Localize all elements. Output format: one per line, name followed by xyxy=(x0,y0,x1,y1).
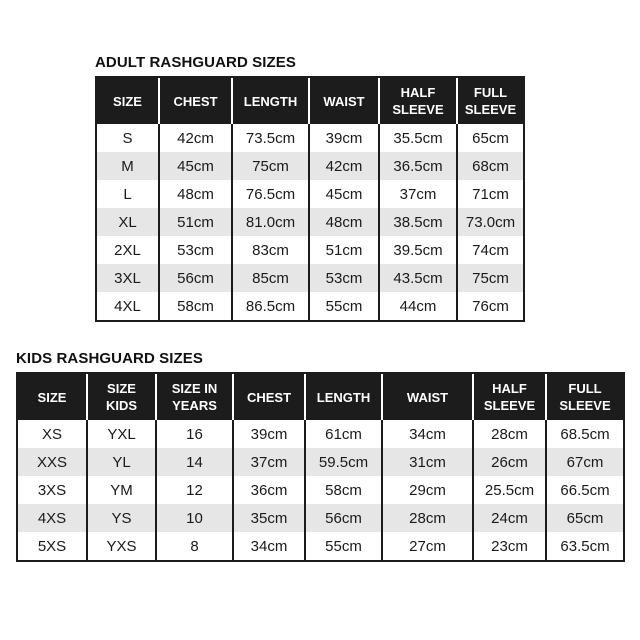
kids-table-cell: YXL xyxy=(88,420,157,448)
adult-table-cell: 65cm xyxy=(458,124,523,152)
kids-table-cell: 59.5cm xyxy=(306,448,383,476)
kids-table-cell: 58cm xyxy=(306,476,383,504)
kids-table-cell: 39cm xyxy=(234,420,306,448)
kids-table-cell: 28cm xyxy=(474,420,547,448)
adult-header-size: SIZE xyxy=(97,78,160,124)
adult-table-cell: 53cm xyxy=(160,236,233,264)
kids-table-row xyxy=(18,448,623,476)
kids-table-cell: 28cm xyxy=(383,504,474,532)
kids-table-cell: 37cm xyxy=(234,448,306,476)
kids-table-cell: 61cm xyxy=(306,420,383,448)
adult-table-cell: 48cm xyxy=(160,180,233,208)
adult-table-cell: 53cm xyxy=(310,264,380,292)
kids-table-cell: 24cm xyxy=(474,504,547,532)
adult-header-waist: WAIST xyxy=(310,78,380,124)
adult-table-cell: 76.5cm xyxy=(233,180,310,208)
adult-size-table xyxy=(95,76,525,322)
kids-size-table xyxy=(16,372,625,562)
adult-table-row xyxy=(97,152,523,180)
adult-table-cell: 2XL xyxy=(97,236,160,264)
kids-table-cell: 16 xyxy=(157,420,234,448)
kids-table-cell: 23cm xyxy=(474,532,547,560)
kids-table-cell: 29cm xyxy=(383,476,474,504)
adult-header-row xyxy=(97,78,523,124)
adult-table-cell: 35.5cm xyxy=(380,124,458,152)
adult-table-cell: 51cm xyxy=(160,208,233,236)
adult-table-cell: 73.5cm xyxy=(233,124,310,152)
kids-table-cell: 36cm xyxy=(234,476,306,504)
kids-table-cell: YL xyxy=(88,448,157,476)
adult-table-cell: 39cm xyxy=(310,124,380,152)
kids-header-size-in-years: SIZE IN YEARS xyxy=(157,374,234,420)
adult-table-cell: 37cm xyxy=(380,180,458,208)
kids-table-cell: 31cm xyxy=(383,448,474,476)
adult-table-cell: 58cm xyxy=(160,292,233,320)
kids-table-cell: 8 xyxy=(157,532,234,560)
adult-header-full-sleeve: FULL SLEEVE xyxy=(458,78,523,124)
adult-table-cell: 38.5cm xyxy=(380,208,458,236)
kids-header-chest: CHEST xyxy=(234,374,306,420)
adult-table-cell: 85cm xyxy=(233,264,310,292)
adult-table-cell: S xyxy=(97,124,160,152)
kids-table-cell: 27cm xyxy=(383,532,474,560)
kids-table-cell: 56cm xyxy=(306,504,383,532)
adult-table-cell: 56cm xyxy=(160,264,233,292)
kids-header-size: SIZE xyxy=(18,374,88,420)
kids-table-cell: 25.5cm xyxy=(474,476,547,504)
kids-header-full-sleeve: FULL SLEEVE xyxy=(547,374,623,420)
kids-table-cell: 3XS xyxy=(18,476,88,504)
kids-table-row xyxy=(18,420,623,448)
kids-table-cell: 12 xyxy=(157,476,234,504)
adult-table-cell: 75cm xyxy=(233,152,310,180)
adult-table-cell: 42cm xyxy=(160,124,233,152)
adult-table-cell: 71cm xyxy=(458,180,523,208)
adult-table-cell: 43.5cm xyxy=(380,264,458,292)
kids-table-row xyxy=(18,532,623,560)
kids-table-cell: 63.5cm xyxy=(547,532,623,560)
adult-table-cell: 68cm xyxy=(458,152,523,180)
kids-table-cell: 67cm xyxy=(547,448,623,476)
kids-table-cell: 5XS xyxy=(18,532,88,560)
adult-table-cell: L xyxy=(97,180,160,208)
adult-table-row xyxy=(97,236,523,264)
adult-header-length: LENGTH xyxy=(233,78,310,124)
adult-table-cell: 45cm xyxy=(310,180,380,208)
adult-table-cell: 73.0cm xyxy=(458,208,523,236)
adult-table-cell: 42cm xyxy=(310,152,380,180)
adult-table-cell: 75cm xyxy=(458,264,523,292)
adult-table-cell: 86.5cm xyxy=(233,292,310,320)
adult-table-cell: 3XL xyxy=(97,264,160,292)
kids-table-cell: 10 xyxy=(157,504,234,532)
adult-table-cell: 55cm xyxy=(310,292,380,320)
kids-table-cell: YS xyxy=(88,504,157,532)
kids-table-cell: 35cm xyxy=(234,504,306,532)
adult-table-cell: 48cm xyxy=(310,208,380,236)
kids-table-cell: 14 xyxy=(157,448,234,476)
adult-table-cell: 44cm xyxy=(380,292,458,320)
kids-table-cell: XXS xyxy=(18,448,88,476)
adult-table-cell: 81.0cm xyxy=(233,208,310,236)
kids-header-size-kids: SIZE KIDS xyxy=(88,374,157,420)
kids-table-cell: 68.5cm xyxy=(547,420,623,448)
kids-table-cell: 34cm xyxy=(234,532,306,560)
adult-table-row xyxy=(97,292,523,320)
kids-table-cell: 65cm xyxy=(547,504,623,532)
adult-table-row xyxy=(97,124,523,152)
adult-table-cell: 76cm xyxy=(458,292,523,320)
adult-table-cell: 74cm xyxy=(458,236,523,264)
adult-table-cell: 39.5cm xyxy=(380,236,458,264)
kids-table-cell: YXS xyxy=(88,532,157,560)
adult-header-chest: CHEST xyxy=(160,78,233,124)
adult-table-cell: 36.5cm xyxy=(380,152,458,180)
kids-table-cell: 34cm xyxy=(383,420,474,448)
adult-table-cell: 83cm xyxy=(233,236,310,264)
kids-table-cell: YM xyxy=(88,476,157,504)
kids-table-cell: XS xyxy=(18,420,88,448)
kids-section-title: KIDS RASHGUARD SIZES xyxy=(16,350,204,367)
adult-section-title: ADULT RASHGUARD SIZES xyxy=(95,54,296,71)
adult-table-cell: XL xyxy=(97,208,160,236)
adult-header-half-sleeve: HALF SLEEVE xyxy=(380,78,458,124)
adult-table-cell: 51cm xyxy=(310,236,380,264)
adult-table-row xyxy=(97,180,523,208)
kids-table-cell: 4XS xyxy=(18,504,88,532)
adult-table-row xyxy=(97,264,523,292)
kids-header-half-sleeve: HALF SLEEVE xyxy=(474,374,547,420)
kids-table-cell: 55cm xyxy=(306,532,383,560)
kids-header-row xyxy=(18,374,623,420)
kids-table-cell: 66.5cm xyxy=(547,476,623,504)
kids-table-cell: 26cm xyxy=(474,448,547,476)
adult-table-cell: 4XL xyxy=(97,292,160,320)
kids-header-length: LENGTH xyxy=(306,374,383,420)
adult-table-row xyxy=(97,208,523,236)
adult-table-cell: 45cm xyxy=(160,152,233,180)
kids-header-waist: WAIST xyxy=(383,374,474,420)
kids-table-row xyxy=(18,504,623,532)
kids-table-row xyxy=(18,476,623,504)
adult-table-cell: M xyxy=(97,152,160,180)
